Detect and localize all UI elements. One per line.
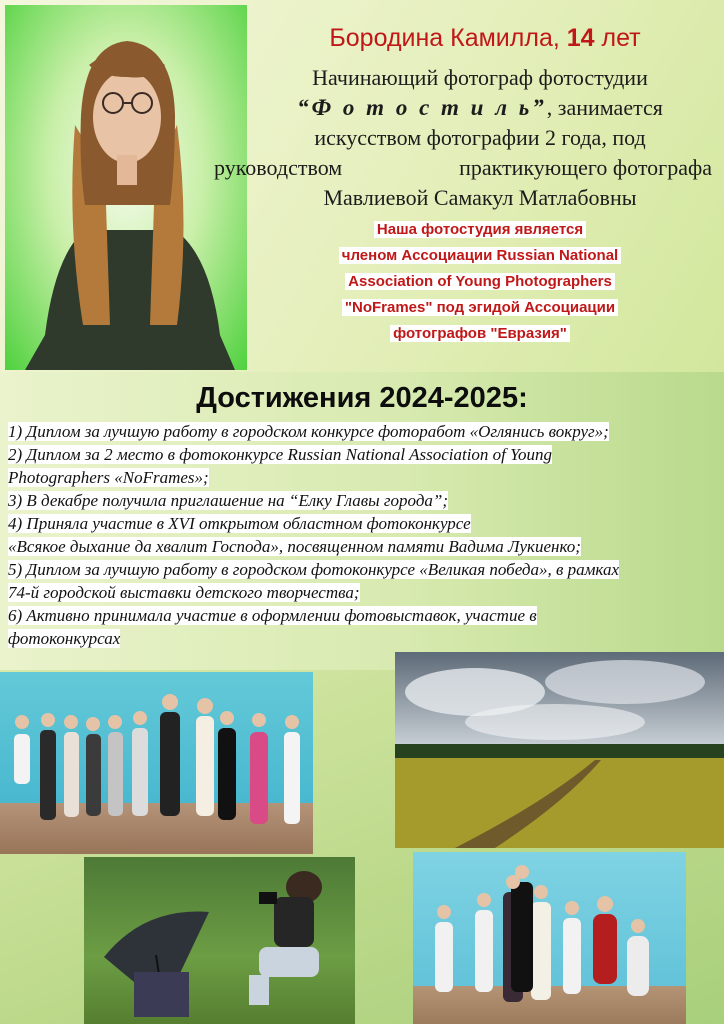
achievement-line <box>8 420 720 443</box>
achievement-line <box>8 512 720 535</box>
student-age: 14 <box>566 24 595 52</box>
association-note <box>240 217 720 347</box>
achievement-text: «Всякое дыхание да хвалит Господа», посвященном памяти Вадима Лукиенко; <box>8 537 581 556</box>
profile-header <box>210 24 720 347</box>
bio-line-2 <box>240 93 720 123</box>
achievement-text: 1) Диплом за лучшую работу в городском конкурсе фоторабот «Оглянись вокруг»; <box>8 422 609 441</box>
achievement-text: 74-й городской выставки детского творчества; <box>8 583 360 602</box>
achievement-text: 3) В декабре получила приглашение на “Елку Главы города”; <box>8 491 449 510</box>
association-line: членом Ассоциации Russian National <box>339 247 621 264</box>
group-photo <box>0 672 313 854</box>
association-line: "NoFrames" под эгидой Ассоциации <box>342 299 618 316</box>
studio-name: “Ф о т о с т и л ь” <box>297 95 547 120</box>
bio-line-3: искусством фотографии 2 года, под <box>314 125 646 150</box>
achievement-line <box>8 489 720 512</box>
achievement-text: 4) Приняла участие в XVI открытом областном фотоконкурсе <box>8 514 471 533</box>
achievement-line <box>8 535 720 558</box>
achievement-line <box>8 604 720 627</box>
achievement-line <box>8 581 720 604</box>
student-name-text: Бородина Камилла, <box>329 24 567 52</box>
student-name <box>250 24 720 53</box>
achievement-text: 5) Диплом за лучшую работу в городском фотоконкурсе «Великая победа», в рамках <box>8 560 620 579</box>
bio-line-1: Начинающий фотограф фотостудии <box>312 65 648 90</box>
achievements-list <box>8 420 720 650</box>
achievement-line <box>8 443 720 466</box>
bio-line-2-rest: , занимается <box>546 95 663 120</box>
landscape-photo <box>395 652 724 848</box>
photographer-photo <box>84 857 355 1024</box>
bio-line-4-a: руководством <box>214 155 343 180</box>
association-line: Наша фотостудия является <box>374 221 586 238</box>
achievement-line <box>8 627 720 650</box>
bio-line-4 <box>210 153 720 183</box>
achievement-text: Photographers «NoFrames»; <box>8 468 209 487</box>
association-line: фотографов "Евразия" <box>390 325 570 342</box>
achievement-text: фотоконкурсах <box>8 629 121 648</box>
achievements-title: Достижения 2024-2025: <box>196 382 528 414</box>
achievement-line <box>8 466 720 489</box>
teacher-name: Мавлиевой Самакул Матлабовны <box>323 185 637 210</box>
achievement-line <box>8 558 720 581</box>
photographer-scene <box>84 857 355 1024</box>
landscape-scene <box>395 652 724 848</box>
student-age-word: лет <box>594 24 641 52</box>
dance-figures <box>413 852 686 1024</box>
dance-photo <box>413 852 686 1024</box>
achievement-text: 6) Активно принимала участие в оформлении фотовыставок, участие в <box>8 606 537 625</box>
association-line: Association of Young Photographers <box>345 273 615 290</box>
bio-line-4-b: практикующего фотографа <box>459 155 712 180</box>
achievement-text: 2) Диплом за 2 место в фотоконкурсе Russian National Association of Young <box>8 445 553 464</box>
group-figures <box>0 672 313 854</box>
